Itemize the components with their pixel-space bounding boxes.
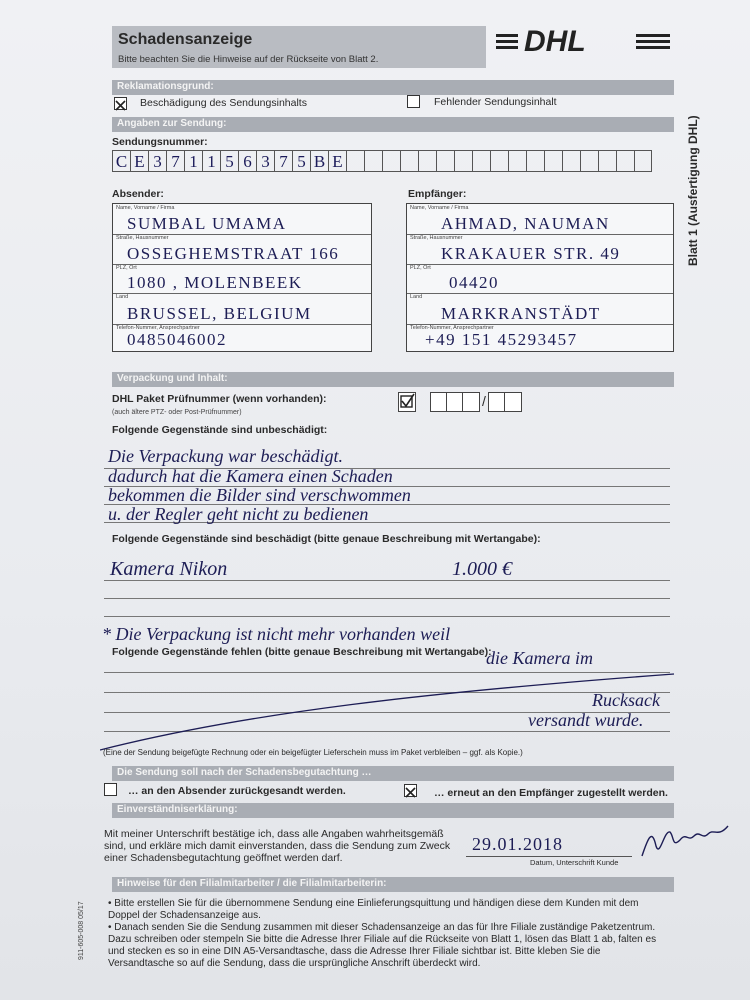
- bullet-icon: •: [108, 922, 115, 933]
- section-reklamation: Reklamationsgrund:: [112, 80, 674, 95]
- unbeschaedigt-text-3: bekommen die Bilder sind verschwommen: [108, 485, 411, 505]
- sendungsnummer-cell[interactable]: 6: [238, 150, 256, 172]
- line-7: [104, 616, 670, 617]
- checkmark-icon: [399, 393, 415, 411]
- absender-phone: 0485046002: [127, 330, 227, 349]
- sendungsnummer-cell[interactable]: [490, 150, 508, 172]
- pruef-box-1[interactable]: [398, 392, 416, 412]
- empfaenger-name-row[interactable]: Name, Vorname / Firma AHMAD, NAUMAN: [407, 204, 673, 235]
- sendungsnummer-cell[interactable]: [400, 150, 418, 172]
- unbeschaedigt-text-4: u. der Regler geht nicht zu bedienen: [108, 504, 369, 524]
- sendungsnummer-cell[interactable]: [634, 150, 652, 172]
- sendungsnummer-cell[interactable]: B: [310, 150, 328, 172]
- empfaenger-heading: Empfänger:: [408, 188, 467, 200]
- hint-bullet-2: • Danach senden Sie die Sendung zusammen mit dieser Schadensanzeige an das für Ihre Filiale zuständige Paketzentrum. Dazu schreiben oder stempeln Sie bitte die Adresse Ihrer Filiale auf die Rückseite von Blatt 1, lösen das Blatt 1 ab, falten es und stecken es so in eine DIN A5-Versandtasche, dass die Adresse Ihrer Filiale sichtbar ist. Bitte kleben Sie die Versandtasche so auf die Sendung, dass die ursprüngliche Anschrift überdeckt wird.: [108, 922, 657, 969]
- pruef-separator: /: [482, 393, 486, 409]
- sendungsnummer-cell[interactable]: [436, 150, 454, 172]
- sendungsnummer-cell[interactable]: E: [130, 150, 148, 172]
- side-label: [684, 70, 702, 270]
- unbeschaedigt-label: Folgende Gegenstände sind unbeschädigt:: [112, 424, 328, 436]
- note-text-3: Rucksack: [592, 690, 660, 710]
- check-x-icon: [115, 100, 126, 111]
- sendungsnummer-cell[interactable]: 5: [220, 150, 238, 172]
- sendungsnummer-cell[interactable]: 5: [292, 150, 310, 172]
- sendungsnummer-cell[interactable]: [418, 150, 436, 172]
- sendungsnummer-cell[interactable]: 1: [184, 150, 202, 172]
- strike-through-line: [100, 672, 680, 752]
- dhl-logo: [494, 26, 674, 56]
- section-hinweise: Hinweise für den Filialmitarbeiter / die Filialmitarbeiterin:: [112, 877, 674, 892]
- absender-street-row[interactable]: Straße, Hausnummer OSSEGHEMSTRAAT 166: [113, 234, 371, 265]
- sendungsnummer-field[interactable]: [112, 150, 652, 172]
- bullet-icon: •: [108, 898, 115, 909]
- sendungsnummer-cell[interactable]: [598, 150, 616, 172]
- line-6: [104, 598, 670, 599]
- sendungsnummer-cell[interactable]: [562, 150, 580, 172]
- sendungsnummer-cell[interactable]: C: [112, 150, 130, 172]
- sendungsnummer-cell[interactable]: [454, 150, 472, 172]
- absender-name-row[interactable]: Name, Vorname / Firma SUMBAL UMAMA: [113, 204, 371, 235]
- consent-text-2: sind, und erkläre mich damit einverstanden, dass die Sendung zum Zweck: [104, 840, 451, 852]
- empfaenger-country: MARKRANSTÄDT: [441, 304, 601, 323]
- empfaenger-phone-row[interactable]: Telefon-Nummer, Ansprechpartner +49 151 45293457: [410, 325, 578, 349]
- signature-line: [466, 856, 632, 857]
- option-empfaenger-label: … erneut an den Empfänger zugestellt werden.: [434, 787, 668, 799]
- absender-name: SUMBAL UMAMA: [127, 214, 287, 233]
- checkbox-absender[interactable]: [104, 783, 117, 796]
- pruefnummer-sub: (auch ältere PTZ- oder Post-Prüfnummer): [112, 409, 242, 416]
- section-verpackung: Verpackung und Inhalt:: [112, 372, 674, 387]
- customer-signature: [638, 818, 734, 864]
- damaged-item-value: 1.000 €: [452, 558, 512, 580]
- sendungsnummer-cell[interactable]: [382, 150, 400, 172]
- hint-bullet-1: • Bitte erstellen Sie für die übernommene Sendung eine Einlieferungsquittung und händigen diese dem Kunden mit dem Doppel der Schadensanzeige aus.: [108, 898, 639, 921]
- absender-heading: Absender:: [112, 188, 164, 200]
- sendungsnummer-cell[interactable]: 7: [166, 150, 184, 172]
- unbeschaedigt-text-1: Die Verpackung war beschädigt.: [108, 446, 343, 466]
- sendungsnummer-cell[interactable]: [508, 150, 526, 172]
- absender-country-row[interactable]: Land BRUSSEL, BELGIUM: [113, 293, 371, 325]
- sendungsnummer-cell[interactable]: [526, 150, 544, 172]
- empfaenger-name: AHMAD, NAUMAN: [441, 214, 610, 233]
- sendungsnummer-label: Sendungsnummer:: [112, 136, 208, 148]
- damaged-item: Kamera Nikon: [110, 558, 228, 580]
- checkbox-empfaenger[interactable]: [404, 784, 417, 797]
- sendungsnummer-cell[interactable]: 3: [256, 150, 274, 172]
- pruefnummer-label: DHL Paket Prüfnummer (wenn vorhanden):: [112, 393, 327, 405]
- sendungsnummer-cell[interactable]: [544, 150, 562, 172]
- empfaenger-street-row[interactable]: Straße, Hausnummer KRAKAUER STR. 49: [407, 234, 673, 265]
- unbeschaedigt-text-2: dadurch hat die Kamera einen Schaden: [108, 466, 393, 486]
- absender-country: BRUSSEL, BELGIUM: [127, 304, 312, 323]
- signature-date: 29.01.2018: [472, 834, 563, 854]
- form-subtitle: Bitte beachten Sie die Hinweise auf der Rückseite von Blatt 2.: [118, 54, 379, 65]
- sendungsnummer-cell[interactable]: 3: [148, 150, 166, 172]
- checkbox-fehlend[interactable]: [407, 95, 420, 108]
- pruef-box-6[interactable]: [504, 392, 522, 412]
- empfaenger-country-row[interactable]: Land MARKRANSTÄDT: [407, 293, 673, 325]
- note-text-2: die Kamera im: [486, 648, 593, 668]
- option-beschaedigung-label: Beschädigung des Sendungsinhalts: [140, 97, 307, 109]
- section-begutachtung: Die Sendung soll nach der Schadensbegutachtung …: [112, 766, 674, 781]
- check-x-icon: [405, 787, 416, 798]
- absender-phone-row[interactable]: Telefon-Nummer, Ansprechpartner 0485046002: [116, 325, 227, 349]
- absender-box: [112, 203, 372, 352]
- form-code: 911-605-008 05/17: [78, 901, 85, 960]
- sendungsnummer-cell[interactable]: [580, 150, 598, 172]
- side-label-text: Blatt 1 (Ausfertigung DHL): [686, 115, 700, 266]
- sendungsnummer-cell[interactable]: [346, 150, 364, 172]
- pruef-box-4[interactable]: [462, 392, 480, 412]
- absender-city: 1080 , MOLENBEEK: [127, 273, 303, 292]
- absender-street: OSSEGHEMSTRAAT 166: [127, 244, 340, 263]
- signature-label: Datum, Unterschrift Kunde: [530, 858, 619, 867]
- consent-text-1: Mit meiner Unterschrift bestätige ich, dass alle Angaben wahrheitsgemäß: [104, 828, 444, 840]
- sendungsnummer-cell[interactable]: 7: [274, 150, 292, 172]
- consent-text-3: einer Schadensbegutachtung geöffnet werden darf.: [104, 852, 343, 864]
- option-absender-label: … an den Absender zurückgesandt werden.: [128, 785, 346, 797]
- section-einverstaendnis: Einverständniserklärung:: [112, 803, 674, 818]
- option-fehlend-label: Fehlender Sendungsinhalt: [434, 96, 557, 108]
- note-text-4: versandt wurde.: [528, 710, 644, 730]
- empfaenger-city: 04420: [449, 273, 499, 292]
- sendungsnummer-cell[interactable]: [616, 150, 634, 172]
- sendungsnummer-cell[interactable]: 1: [202, 150, 220, 172]
- section-sendung: Angaben zur Sendung:: [112, 117, 674, 132]
- absender-city-row[interactable]: PLZ, Ort 1080 , MOLENBEEK: [113, 264, 371, 294]
- dhl-logo-text: DHL: [524, 26, 586, 56]
- sendungsnummer-cell[interactable]: E: [328, 150, 346, 172]
- form-title: Schadensanzeige: [118, 31, 253, 48]
- footnote: (Eine der Sendung beigefügte Rechnung oder ein beigefügter Lieferschein muss im Paket verbleiben – ggf. als Kopie.): [103, 748, 523, 757]
- beschaedigt-label: Folgende Gegenstände sind beschädigt (bitte genaue Beschreibung mit Wertangabe):: [112, 533, 541, 545]
- sendungsnummer-cell[interactable]: [364, 150, 382, 172]
- fehlen-label: Folgende Gegenstände fehlen (bitte genaue Beschreibung mit Wertangabe):: [112, 646, 492, 658]
- empfaenger-street: KRAKAUER STR. 49: [441, 244, 621, 263]
- note-text-1: * Die Verpackung ist nicht mehr vorhanden weil: [102, 624, 451, 644]
- empfaenger-box: [406, 203, 674, 352]
- empfaenger-city-row[interactable]: PLZ, Ort 04420: [407, 264, 673, 294]
- checkbox-beschaedigung[interactable]: [114, 97, 127, 110]
- sendungsnummer-cell[interactable]: [472, 150, 490, 172]
- empfaenger-phone: +49 151 45293457: [425, 330, 578, 349]
